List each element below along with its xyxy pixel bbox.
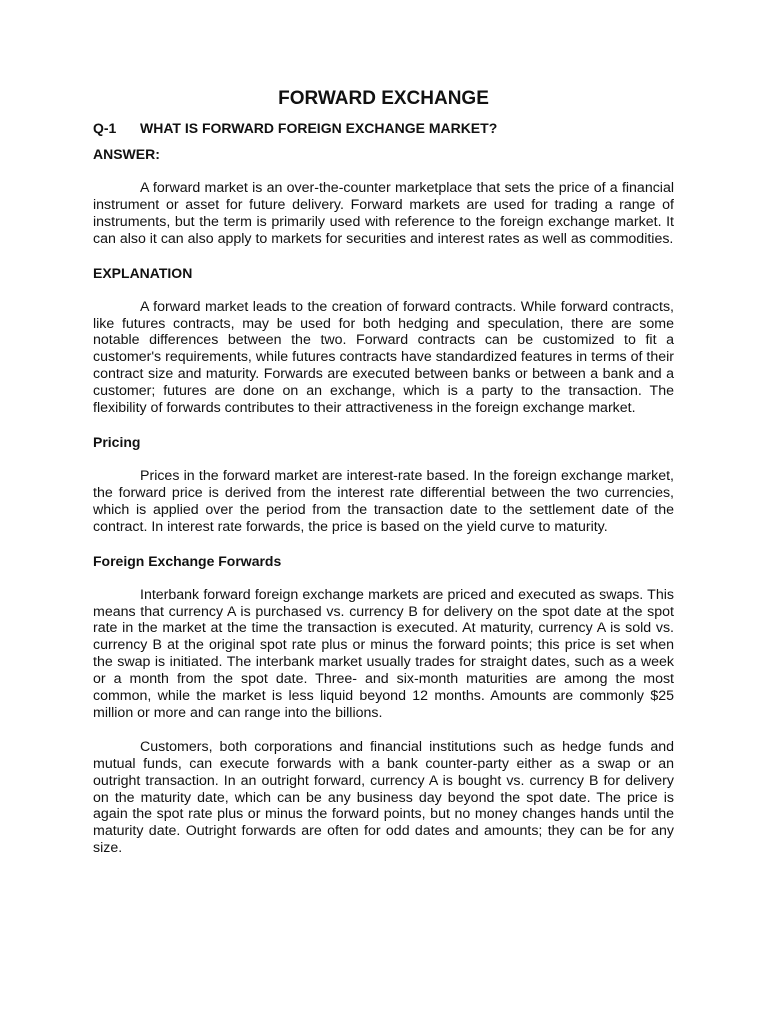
question-number: Q-1 bbox=[93, 120, 117, 136]
question-text: WHAT IS FORWARD FOREIGN EXCHANGE MARKET? bbox=[140, 120, 498, 136]
answer-paragraph: A forward market is an over-the-counter marketplace that sets the price of a financial instrument or asset for future delivery. Forward markets are used for trading a range of instruments, but the term is primarily used with reference to the foreign exchange market. It can also it can also apply to markets for securities and interest rates as well as commodities. bbox=[93, 180, 674, 247]
document-title: FORWARD EXCHANGE bbox=[278, 88, 489, 109]
document-page bbox=[93, 88, 674, 857]
pricing-paragraph: Prices in the forward market are interest-rate based. In the foreign exchange market, the forward price is derived from the interest rate differential between the two currencies, which is applied over the period from the transaction date to the settlement date of the contract. In interest rate forwards, the price is based on the yield curve to maturity. bbox=[93, 467, 674, 535]
answer-label: ANSWER: bbox=[93, 146, 160, 162]
question-line bbox=[93, 120, 674, 137]
explanation-paragraph: A forward market leads to the creation of forward contracts. While forward contracts, like futures contracts, may be used for both hedging and speculation, there are some notable differences between the two. Forward contracts can be customized to fit a customer's requirements, while futures contracts have standardized features in terms of their contract size and maturity. Forwards are executed between banks or between a bank and a customer; futures are done on an exchange, which is a party to the transaction. The flexibility of forwards contributes to their attractiveness in the foreign exchange market. bbox=[93, 298, 674, 417]
fx-forwards-paragraph-1: Interbank forward foreign exchange markets are priced and executed as swaps. This means that currency A is purchased vs. currency B for delivery on the spot date at the spot rate in the market at the time the transaction is executed. At maturity, currency A is sold vs. currency B at the original spot rate plus or minus the forward points; this price is set when the swap is initiated. The interbank market usually trades for straight dates, such as a week or a month from the spot date. Three- and six-month maturities are among the most common, while the market is less liquid beyond 12 months. Amounts are commonly $25 million or more and can range into the billions. bbox=[93, 586, 674, 721]
fx-forwards-heading: Foreign Exchange Forwards bbox=[93, 552, 282, 569]
fx-forwards-paragraph-2: Customers, both corporations and financial institutions such as hedge funds and mutual funds, can execute forwards with a bank counter-party either as a swap or an outright transaction. In an outright forward, currency A is bought vs. currency B for delivery on the maturity date, which can be any business day beyond the spot date. The price is again the spot rate plus or minus the forward points, but no money changes hands until the maturity date. Outright forwards are often for odd dates and amounts; they can be for any size. bbox=[93, 738, 674, 857]
pricing-heading: Pricing bbox=[93, 433, 141, 450]
explanation-heading: EXPLANATION bbox=[93, 264, 193, 281]
